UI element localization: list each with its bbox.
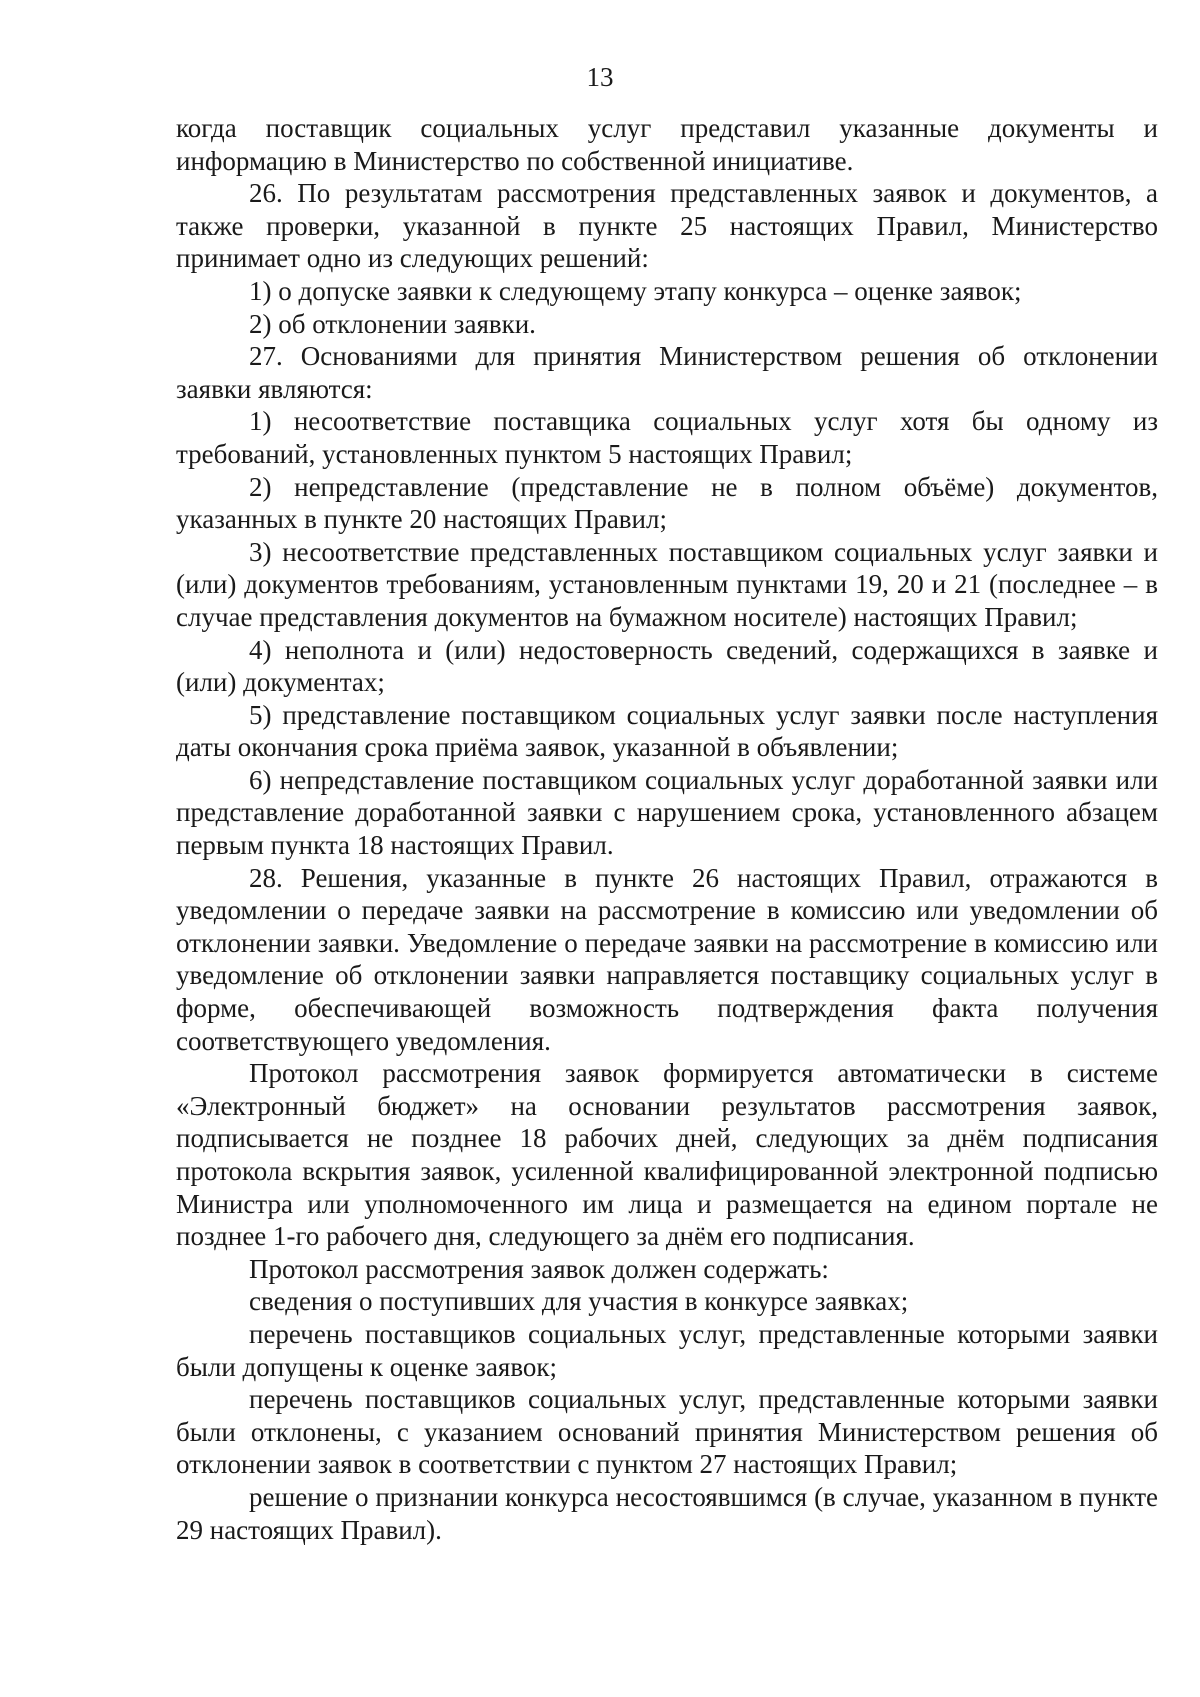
subitem: 6) непредставление поставщиком социальных услуг доработанной заявки или представление доработанной заявки с нарушением срока, установленного абзацем первым пункта 18 настоящих Правил.: [176, 764, 1158, 861]
document-body: [176, 112, 1158, 1546]
paragraph: Протокол рассмотрения заявок формируется автоматически в системе «Электронный бюджет» на основании результатов рассмотрения заявок, подписывается не позднее 18 рабочих дней, следующих за днём подписания протокола вскрытия заявок, усиленной квалифицированной электронной подписью Министра или уполномоченного им лица и размещается на едином портале не позднее 1-го рабочего дня, следующего за днём его подписания.: [176, 1058, 1158, 1252]
subitem: 2) непредставление (представление не в полном объёме) документов, указанных в пункте 20 настоящих Правил;: [176, 471, 1158, 535]
subitem: 3) несоответствие представленных поставщиком социальных услуг заявки и (или) документов требованиям, установленным пунктами 19, 20 и 21 (последнее – в случае представления документов на бумажном носителе) настоящих Правил;: [176, 536, 1158, 632]
subitem: 2) об отклонении заявки.: [249, 308, 536, 339]
paragraph: когда поставщик социальных услуг представил указанные документы и информацию в Министерство по собственной инициативе.: [176, 113, 1158, 176]
subitem: 4) неполнота и (или) недостоверность сведений, содержащихся в заявке и (или) документах;: [176, 634, 1158, 698]
page-number: 13: [586, 62, 614, 92]
paragraph: Протокол рассмотрения заявок должен содержать:: [249, 1253, 829, 1284]
paragraph-item-27: 27. Основаниями для принятия Министерством решения об отклонении заявки являются:: [176, 341, 1158, 404]
list-item: перечень поставщиков социальных услуг, представленные которыми заявки были отклонены, с указанием оснований принятия Министерством решения об отклонении заявок в соответствии с пунктом 27 настоящих Правил;: [176, 1384, 1158, 1480]
list-item: решение о признании конкурса несостоявшимся (в случае, указанном в пункте 29 настоящих Правил).: [176, 1481, 1158, 1545]
paragraph-item-26: 26. По результатам рассмотрения представленных заявок и документов, а также проверки, указанной в пункте 25 настоящих Правил, Министерство принимает одно из следующих решений:: [176, 178, 1158, 274]
list-item: сведения о поступивших для участия в конкурсе заявках;: [249, 1286, 909, 1317]
subitem: 5) представление поставщиком социальных услуг заявки после наступления даты окончания срока приёма заявок, указанной в объявлении;: [176, 699, 1158, 763]
subitem: 1) несоответствие поставщика социальных услуг хотя бы одному из требований, установленных пунктом 5 настоящих Правил;: [176, 406, 1158, 469]
subitem: 1) о допуске заявки к следующему этапу конкурса – оценке заявок;: [249, 275, 1022, 306]
list-item: перечень поставщиков социальных услуг, представленные которыми заявки были допущены к оценке заявок;: [176, 1318, 1158, 1382]
paragraph-item-28: 28. Решения, указанные в пункте 26 настоящих Правил, отражаются в уведомлении о передаче заявки на рассмотрение в комиссию или уведомлении об отклонении заявки. Уведомление о передаче заявки на рассмотрение в комиссию или уведомление об отклонении заявки направляется поставщику социальных услуг в форме, обеспечивающей возможность подтверждения факта получения соответствующего уведомления.: [176, 862, 1158, 1056]
